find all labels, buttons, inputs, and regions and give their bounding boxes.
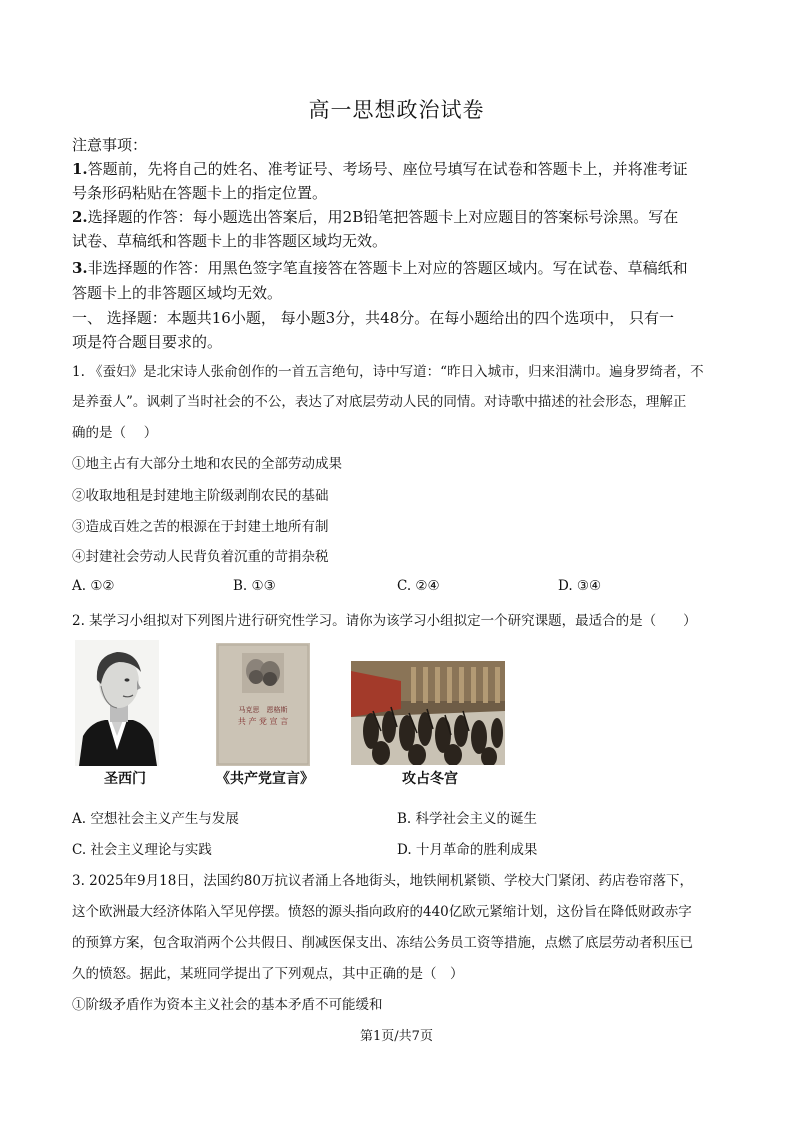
page-title: 高一思想政治试卷 <box>308 98 485 122</box>
q3-stem: 久的愤怒。据此，某班同学提出了下列观点，其中正确的是（ ） <box>72 966 464 982</box>
cover-title-text: 共 产 党 宣 言 <box>237 717 289 726</box>
notice-item: 答题卡上的非答题区域均无效。 <box>72 284 283 302</box>
q1-option-a: A. ①② <box>72 578 115 594</box>
notice-item: 1.答题前，先将自己的姓名、准考证号、考场号、座位号填写在试卷和答题卡上，并将准考证 <box>72 160 688 178</box>
caption-winter-palace: 攻占冬宫 <box>402 771 458 787</box>
page-footer: 第1页/共7页 <box>360 1029 433 1044</box>
winter-palace-painting <box>351 661 505 765</box>
q1-stem: 1. 《蚕妇》是北宋诗人张俞创作的一首五言绝句，诗中写道：“昨日入城市，归来泪满巾。遍身罗绮者，不 <box>72 364 704 380</box>
q2-option-d: D. 十月革命的胜利成果 <box>397 842 538 858</box>
section-heading: 一、 选择题：本题共16小题， 每小题3分，共48分。在每小题给出的四个选项中， 只有一 <box>72 309 675 327</box>
notice-item: 2.选择题的作答：每小题选出答案后，用2B铅笔把答题卡上对应题目的答案标号涂黑。写在 <box>72 208 679 226</box>
caption-saint-simon: 圣西门 <box>104 771 146 787</box>
q2-stem: 2. 某学习小组拟对下列图片进行研究性学习。请你为该学习小组拟定一个研究课题，最适合的是（ ） <box>72 613 697 629</box>
manifesto-cover-photo <box>216 643 310 766</box>
q3-stem: 这个欧洲最大经济体陷入罕见停摆。愤怒的源头指向政府的440亿欧元紧缩计划，这份旨在降低财政赤字 <box>72 904 692 920</box>
q3-stem: 的预算方案，包含取消两个公共假日、削减医保支出、冻结公务员工资等措施，点燃了底层劳动者积压已 <box>72 935 693 951</box>
q1-stem: 确的是（ ） <box>72 425 158 441</box>
notice-item: 3.非选择题的作答：用黑色签字笔直接答在答题卡上对应的答题区域内。写在试卷、草稿纸和 <box>72 259 688 277</box>
q1-statement: ①地主占有大部分土地和农民的全部劳动成果 <box>72 456 342 472</box>
q1-stem: 是养蚕人”。讽刺了当时社会的不公，表达了对底层劳动人民的同情。对诗歌中描述的社会形态，理解正 <box>72 394 687 410</box>
caption-manifesto: 《共产党宣言》 <box>216 771 314 787</box>
q1-option-d: D. ③④ <box>558 578 602 594</box>
cover-author-text: 马克思 恩格斯 <box>238 706 288 714</box>
q2-option-a: A. 空想社会主义产生与发展 <box>72 811 239 827</box>
q1-option-b: B. ①③ <box>233 578 276 594</box>
q2-option-b: B. 科学社会主义的诞生 <box>397 811 538 827</box>
q1-option-c: C. ②④ <box>397 578 440 594</box>
q3-stem: 3. 2025年9月18日，法国约80万抗议者涌上各地街头，地铁闸机紧锁、学校大门紧闭、药店卷帘落下， <box>72 873 693 889</box>
q3-statement: ①阶级矛盾作为资本主义社会的基本矛盾不可能缓和 <box>72 997 383 1013</box>
notice-item: 号条形码粘贴在答题卡上的指定位置。 <box>72 184 328 202</box>
section-heading: 项是符合题目要求的。 <box>72 333 223 351</box>
q1-statement: ③造成百姓之苦的根源在于封建土地所有制 <box>72 519 329 535</box>
notice-item: 试卷、草稿纸和答题卡上的非答题区域均无效。 <box>72 232 388 250</box>
notice-heading: 注意事项： <box>72 136 148 154</box>
q2-option-c: C. 社会主义理论与实践 <box>72 842 212 858</box>
saint-simon-portrait <box>75 640 159 766</box>
q1-statement: ④封建社会劳动人民背负着沉重的苛捐杂税 <box>72 549 329 565</box>
q1-statement: ②收取地租是封建地主阶级剥削农民的基础 <box>72 488 329 504</box>
